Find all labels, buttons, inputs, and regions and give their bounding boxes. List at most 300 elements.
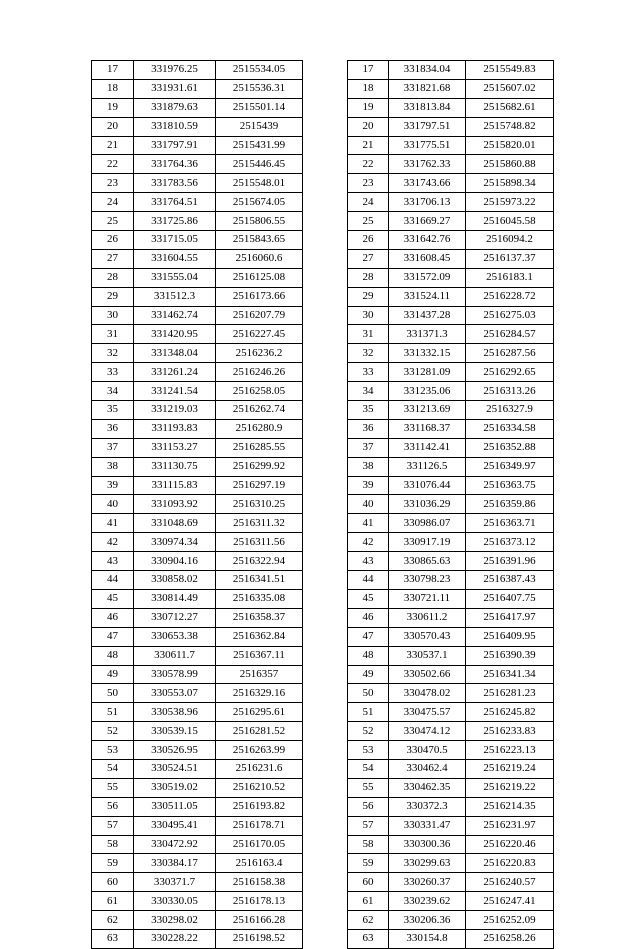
x-coordinate-cell: 331783.56 [134,174,216,193]
table-row [348,476,554,495]
y-coordinate-cell: 2515860.88 [466,155,554,174]
point-number-cell: 27 [348,249,389,268]
x-coordinate-cell: 331642.76 [389,231,466,250]
y-coordinate-cell: 2515682.61 [466,98,554,117]
point-number-cell: 22 [92,155,134,174]
table-row [92,797,303,816]
y-coordinate-cell: 2516357 [216,665,303,684]
table-row [348,873,554,892]
point-number-cell: 56 [92,797,134,816]
x-coordinate-cell: 331669.27 [389,212,466,231]
x-coordinate-cell: 331332.15 [389,344,466,363]
x-coordinate-cell: 330384.17 [134,854,216,873]
y-coordinate-cell: 2516207.79 [216,306,303,325]
x-coordinate-cell: 331524.11 [389,287,466,306]
x-coordinate-cell: 331813.84 [389,98,466,117]
x-coordinate-cell: 331213.69 [389,401,466,420]
y-coordinate-cell: 2516220.83 [466,854,554,873]
x-coordinate-cell: 330462.4 [389,759,466,778]
x-coordinate-cell: 331931.61 [134,79,216,98]
x-coordinate-cell: 331168.37 [389,419,466,438]
point-number-cell: 32 [92,344,134,363]
y-coordinate-cell: 2516363.75 [466,476,554,495]
y-coordinate-cell: 2516275.03 [466,306,554,325]
point-number-cell: 30 [92,306,134,325]
y-coordinate-cell: 2516094.2 [466,231,554,250]
table-row [92,174,303,193]
table-row [92,571,303,590]
y-coordinate-cell: 2516223.13 [466,741,554,760]
y-coordinate-cell: 2515607.02 [466,79,554,98]
x-coordinate-cell: 330553.07 [134,684,216,703]
x-coordinate-cell: 330519.02 [134,778,216,797]
table-row [348,401,554,420]
point-number-cell: 30 [348,306,389,325]
table-row [348,627,554,646]
y-coordinate-cell: 2516329.16 [216,684,303,703]
table-row [348,98,554,117]
x-coordinate-cell: 331153.27 [134,438,216,457]
table-row [92,212,303,231]
x-coordinate-cell: 330154.8 [389,929,466,948]
y-coordinate-cell: 2516263.99 [216,741,303,760]
y-coordinate-cell: 2516233.83 [466,722,554,741]
y-coordinate-cell: 2516358.37 [216,608,303,627]
point-number-cell: 62 [92,911,134,930]
point-number-cell: 25 [348,212,389,231]
point-number-cell: 63 [92,929,134,948]
y-coordinate-cell: 2515534.05 [216,61,303,80]
point-number-cell: 48 [92,646,134,665]
y-coordinate-cell: 2515446.45 [216,155,303,174]
point-number-cell: 59 [92,854,134,873]
point-number-cell: 59 [348,854,389,873]
table-row [92,363,303,382]
x-coordinate-cell: 330538.96 [134,703,216,722]
y-coordinate-cell: 2516247.41 [466,892,554,911]
x-coordinate-cell: 331797.51 [389,117,466,136]
y-coordinate-cell: 2515806.55 [216,212,303,231]
point-number-cell: 57 [92,816,134,835]
x-coordinate-cell: 330814.49 [134,589,216,608]
x-coordinate-cell: 331130.75 [134,457,216,476]
point-number-cell: 41 [348,514,389,533]
x-coordinate-cell: 330712.27 [134,608,216,627]
x-coordinate-cell: 331142.41 [389,438,466,457]
y-coordinate-cell: 2516245.82 [466,703,554,722]
x-coordinate-cell: 330986.07 [389,514,466,533]
point-number-cell: 41 [92,514,134,533]
table-row [92,533,303,552]
point-number-cell: 18 [92,79,134,98]
point-number-cell: 54 [348,759,389,778]
point-number-cell: 63 [348,929,389,948]
x-coordinate-cell: 331743.66 [389,174,466,193]
y-coordinate-cell: 2515439 [216,117,303,136]
x-coordinate-cell: 330524.51 [134,759,216,778]
table-row [348,571,554,590]
table-row [92,231,303,250]
table-row [92,741,303,760]
table-row [348,929,554,948]
x-coordinate-cell: 331093.92 [134,495,216,514]
x-coordinate-cell: 331420.95 [134,325,216,344]
table-row [92,268,303,287]
point-number-cell: 47 [348,627,389,646]
y-coordinate-cell: 2516390.39 [466,646,554,665]
x-coordinate-cell: 330495.41 [134,816,216,835]
point-number-cell: 28 [348,268,389,287]
y-coordinate-cell: 2516125.08 [216,268,303,287]
y-coordinate-cell: 2516236.2 [216,344,303,363]
point-number-cell: 34 [92,382,134,401]
point-number-cell: 23 [92,174,134,193]
table-row [92,627,303,646]
y-coordinate-cell: 2515674.05 [216,193,303,212]
table-row [92,287,303,306]
x-coordinate-cell: 331762.33 [389,155,466,174]
table-row [348,174,554,193]
y-coordinate-cell: 2516220.46 [466,835,554,854]
table-row [348,589,554,608]
point-number-cell: 38 [348,457,389,476]
point-number-cell: 52 [92,722,134,741]
point-number-cell: 37 [348,438,389,457]
y-coordinate-cell: 2516193.82 [216,797,303,816]
y-coordinate-cell: 2516258.26 [466,929,554,948]
point-number-cell: 35 [348,401,389,420]
point-number-cell: 57 [348,816,389,835]
y-coordinate-cell: 2516287.56 [466,344,554,363]
point-number-cell: 31 [348,325,389,344]
table-row [92,457,303,476]
y-coordinate-cell: 2516163.4 [216,854,303,873]
point-number-cell: 44 [348,571,389,590]
point-number-cell: 56 [348,797,389,816]
point-number-cell: 28 [92,268,134,287]
y-coordinate-cell: 2515898.34 [466,174,554,193]
x-coordinate-cell: 331775.51 [389,136,466,155]
table-row [348,759,554,778]
x-coordinate-cell: 331241.54 [134,382,216,401]
x-coordinate-cell: 330502.66 [389,665,466,684]
y-coordinate-cell: 2516045.58 [466,212,554,231]
point-number-cell: 46 [92,608,134,627]
y-coordinate-cell: 2516327.9 [466,401,554,420]
point-number-cell: 25 [92,212,134,231]
x-coordinate-cell: 331348.04 [134,344,216,363]
table-row [348,552,554,571]
y-coordinate-cell: 2516219.22 [466,778,554,797]
x-coordinate-cell: 330537.1 [389,646,466,665]
coordinate-table-right-body [348,61,554,949]
y-coordinate-cell: 2516292.65 [466,363,554,382]
x-coordinate-cell: 331126.5 [389,457,466,476]
table-row [92,778,303,797]
point-number-cell: 20 [348,117,389,136]
table-row [348,155,554,174]
x-coordinate-cell: 331715.05 [134,231,216,250]
x-coordinate-cell: 330798.23 [389,571,466,590]
y-coordinate-cell: 2516362.84 [216,627,303,646]
table-row [348,797,554,816]
point-number-cell: 36 [92,419,134,438]
point-number-cell: 20 [92,117,134,136]
point-number-cell: 58 [92,835,134,854]
point-number-cell: 61 [348,892,389,911]
y-coordinate-cell: 2516137.37 [466,249,554,268]
point-number-cell: 26 [92,231,134,250]
point-number-cell: 21 [92,136,134,155]
y-coordinate-cell: 2516231.6 [216,759,303,778]
y-coordinate-cell: 2515501.14 [216,98,303,117]
table-row [92,552,303,571]
table-row [348,684,554,703]
x-coordinate-cell: 331810.59 [134,117,216,136]
coordinate-table-left-body [92,61,303,949]
table-row [92,703,303,722]
x-coordinate-cell: 331604.55 [134,249,216,268]
table-row [92,911,303,930]
table-row [92,495,303,514]
x-coordinate-cell: 330462.35 [389,778,466,797]
table-row [348,61,554,80]
table-row [92,608,303,627]
y-coordinate-cell: 2516166.28 [216,911,303,930]
x-coordinate-cell: 331036.29 [389,495,466,514]
x-coordinate-cell: 330917.19 [389,533,466,552]
x-coordinate-cell: 330474.12 [389,722,466,741]
y-coordinate-cell: 2516198.52 [216,929,303,948]
table-row [92,854,303,873]
point-number-cell: 50 [348,684,389,703]
y-coordinate-cell: 2516178.13 [216,892,303,911]
x-coordinate-cell: 331555.04 [134,268,216,287]
table-row [92,438,303,457]
x-coordinate-cell: 331281.09 [389,363,466,382]
x-coordinate-cell: 331115.83 [134,476,216,495]
y-coordinate-cell: 2516281.23 [466,684,554,703]
table-row [348,325,554,344]
point-number-cell: 36 [348,419,389,438]
point-number-cell: 49 [92,665,134,684]
x-coordinate-cell: 330330.05 [134,892,216,911]
table-row [348,193,554,212]
y-coordinate-cell: 2516210.52 [216,778,303,797]
table-row [92,382,303,401]
y-coordinate-cell: 2516240.57 [466,873,554,892]
table-row [92,873,303,892]
x-coordinate-cell: 331834.04 [389,61,466,80]
table-row [348,495,554,514]
point-number-cell: 23 [348,174,389,193]
y-coordinate-cell: 2516297.19 [216,476,303,495]
x-coordinate-cell: 331572.09 [389,268,466,287]
point-number-cell: 53 [348,741,389,760]
y-coordinate-cell: 2515843.65 [216,231,303,250]
table-row [348,835,554,854]
y-coordinate-cell: 2516367.11 [216,646,303,665]
y-coordinate-cell: 2516228.72 [466,287,554,306]
table-row [92,646,303,665]
x-coordinate-cell: 331764.51 [134,193,216,212]
x-coordinate-cell: 330721.11 [389,589,466,608]
x-coordinate-cell: 331462.74 [134,306,216,325]
x-coordinate-cell: 331048.69 [134,514,216,533]
point-number-cell: 19 [348,98,389,117]
table-row [348,665,554,684]
point-number-cell: 33 [92,363,134,382]
x-coordinate-cell: 330331.47 [389,816,466,835]
point-number-cell: 55 [92,778,134,797]
x-coordinate-cell: 331608.45 [389,249,466,268]
point-number-cell: 17 [92,61,134,80]
x-coordinate-cell: 330300.36 [389,835,466,854]
point-number-cell: 51 [92,703,134,722]
table-row [92,722,303,741]
x-coordinate-cell: 331235.06 [389,382,466,401]
point-number-cell: 50 [92,684,134,703]
y-coordinate-cell: 2516341.34 [466,665,554,684]
table-row [348,514,554,533]
y-coordinate-cell: 2516363.71 [466,514,554,533]
y-coordinate-cell: 2516214.35 [466,797,554,816]
y-coordinate-cell: 2515748.82 [466,117,554,136]
x-coordinate-cell: 330578.99 [134,665,216,684]
table-row [348,816,554,835]
point-number-cell: 45 [348,589,389,608]
x-coordinate-cell: 330904.16 [134,552,216,571]
table-row [348,438,554,457]
table-row [348,79,554,98]
y-coordinate-cell: 2516322.94 [216,552,303,571]
point-number-cell: 42 [348,533,389,552]
y-coordinate-cell: 2516313.26 [466,382,554,401]
table-row [348,911,554,930]
point-number-cell: 58 [348,835,389,854]
y-coordinate-cell: 2516060.6 [216,249,303,268]
x-coordinate-cell: 331076.44 [389,476,466,495]
table-row [348,344,554,363]
x-coordinate-cell: 331764.36 [134,155,216,174]
point-number-cell: 45 [92,589,134,608]
table-row [348,722,554,741]
table-row [92,759,303,778]
point-number-cell: 40 [348,495,389,514]
x-coordinate-cell: 331261.24 [134,363,216,382]
point-number-cell: 21 [348,136,389,155]
y-coordinate-cell: 2516409.95 [466,627,554,646]
point-number-cell: 27 [92,249,134,268]
y-coordinate-cell: 2516285.55 [216,438,303,457]
y-coordinate-cell: 2516219.24 [466,759,554,778]
x-coordinate-cell: 331821.68 [389,79,466,98]
table-row [92,61,303,80]
table-row [348,419,554,438]
table-row [92,835,303,854]
table-row [92,419,303,438]
table-row [92,401,303,420]
x-coordinate-cell: 331879.63 [134,98,216,117]
table-row [92,325,303,344]
y-coordinate-cell: 2515548.01 [216,174,303,193]
x-coordinate-cell: 331193.83 [134,419,216,438]
y-coordinate-cell: 2515431.99 [216,136,303,155]
x-coordinate-cell: 330511.05 [134,797,216,816]
y-coordinate-cell: 2516352.88 [466,438,554,457]
y-coordinate-cell: 2516334.58 [466,419,554,438]
point-number-cell: 39 [92,476,134,495]
y-coordinate-cell: 2515820.01 [466,136,554,155]
x-coordinate-cell: 330611.7 [134,646,216,665]
coordinate-table-right [347,60,554,949]
table-row [348,117,554,136]
point-number-cell: 54 [92,759,134,778]
x-coordinate-cell: 330472.92 [134,835,216,854]
point-number-cell: 61 [92,892,134,911]
point-number-cell: 37 [92,438,134,457]
table-row [92,892,303,911]
table-row [348,892,554,911]
table-row [348,608,554,627]
y-coordinate-cell: 2516173.66 [216,287,303,306]
y-coordinate-cell: 2516295.61 [216,703,303,722]
table-row [348,703,554,722]
table-row [92,79,303,98]
x-coordinate-cell: 330526.95 [134,741,216,760]
table-row [348,778,554,797]
x-coordinate-cell: 330865.63 [389,552,466,571]
point-number-cell: 35 [92,401,134,420]
y-coordinate-cell: 2516373.12 [466,533,554,552]
x-coordinate-cell: 330974.34 [134,533,216,552]
point-number-cell: 24 [348,193,389,212]
table-row [348,287,554,306]
y-coordinate-cell: 2516246.26 [216,363,303,382]
table-row [348,268,554,287]
x-coordinate-cell: 331976.25 [134,61,216,80]
point-number-cell: 47 [92,627,134,646]
x-coordinate-cell: 330858.02 [134,571,216,590]
y-coordinate-cell: 2515973.22 [466,193,554,212]
point-number-cell: 53 [92,741,134,760]
y-coordinate-cell: 2516311.56 [216,533,303,552]
y-coordinate-cell: 2516335.08 [216,589,303,608]
table-row [92,665,303,684]
point-number-cell: 22 [348,155,389,174]
x-coordinate-cell: 330611.2 [389,608,466,627]
point-number-cell: 49 [348,665,389,684]
table-row [348,457,554,476]
point-number-cell: 19 [92,98,134,117]
table-row [348,136,554,155]
point-number-cell: 26 [348,231,389,250]
y-coordinate-cell: 2516280.9 [216,419,303,438]
y-coordinate-cell: 2516387.43 [466,571,554,590]
point-number-cell: 51 [348,703,389,722]
y-coordinate-cell: 2516341.51 [216,571,303,590]
x-coordinate-cell: 330372.3 [389,797,466,816]
x-coordinate-cell: 331437.28 [389,306,466,325]
table-row [92,929,303,948]
x-coordinate-cell: 330653.38 [134,627,216,646]
point-number-cell: 43 [92,552,134,571]
table-row [348,363,554,382]
point-number-cell: 60 [348,873,389,892]
table-row [92,589,303,608]
point-number-cell: 44 [92,571,134,590]
y-coordinate-cell: 2516178.71 [216,816,303,835]
